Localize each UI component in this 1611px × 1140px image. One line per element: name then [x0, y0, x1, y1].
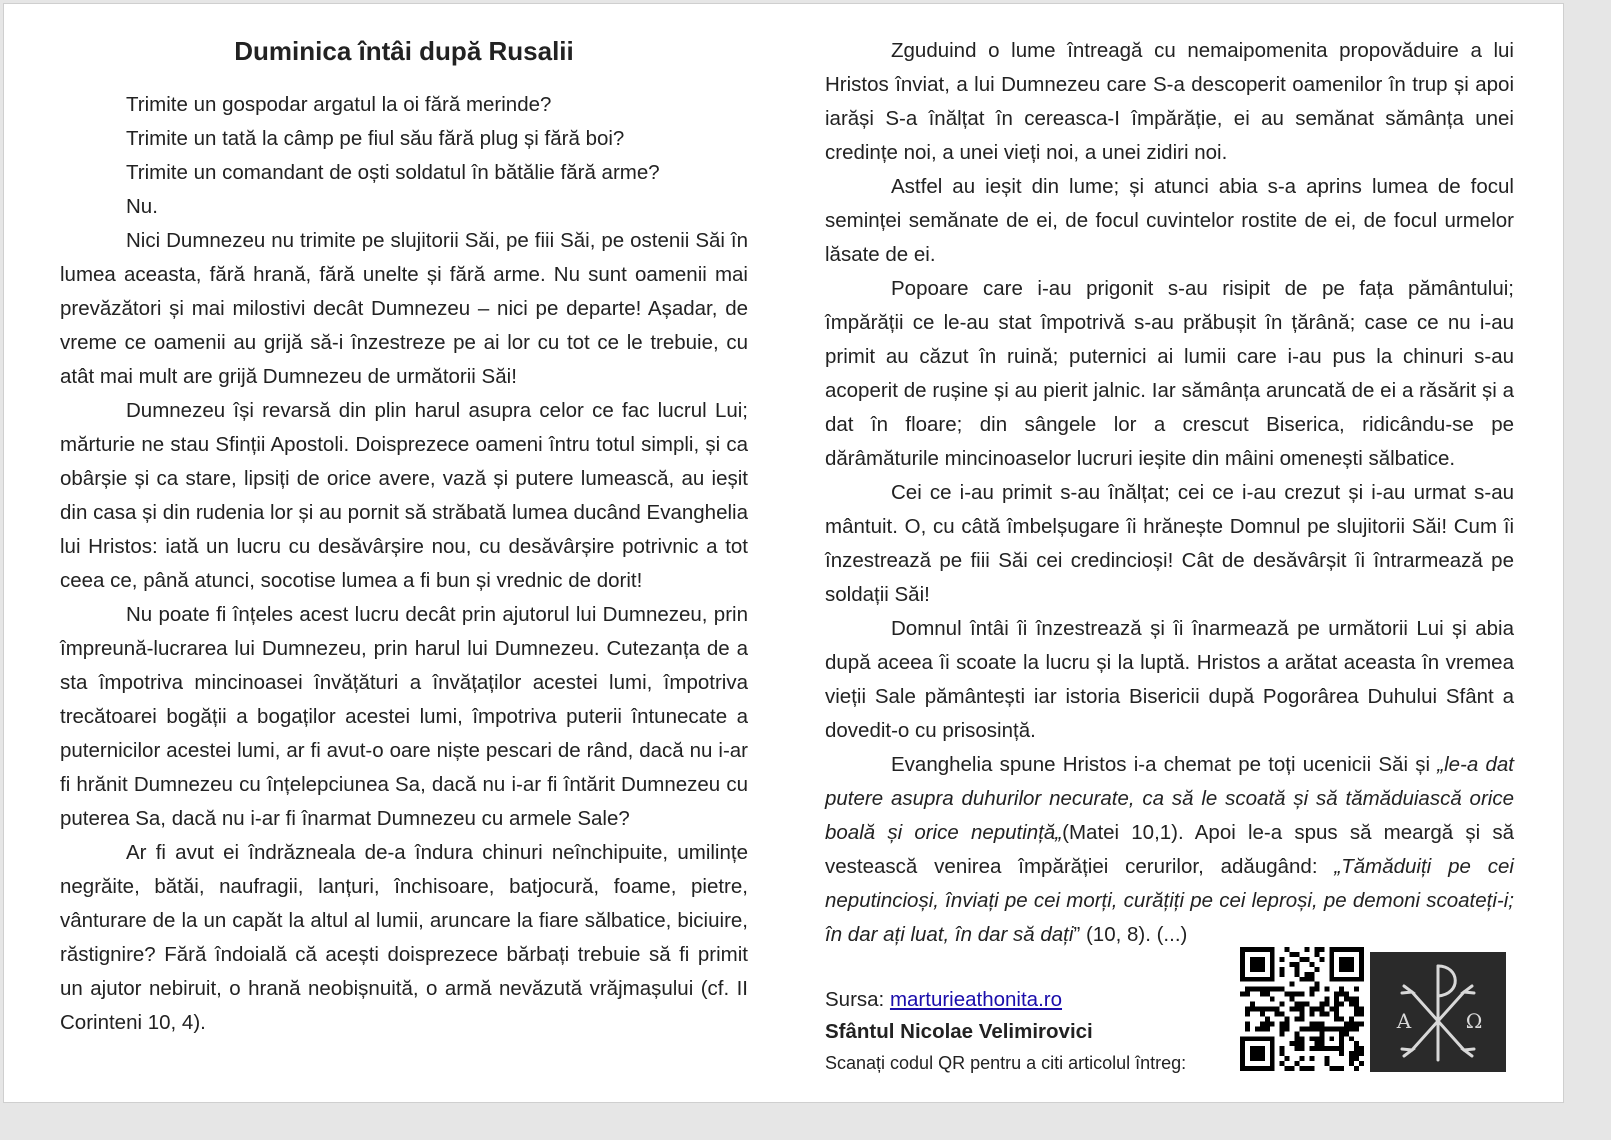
- question-line: Trimite un comandant de oști soldatul în bătălie fără arme?: [126, 161, 660, 184]
- paragraph-end: ” (10, 8). (...): [1073, 923, 1188, 946]
- source-block: [825, 984, 1186, 1078]
- omega-glyph: Ω: [1465, 1009, 1483, 1033]
- qr-code-icon: [1240, 947, 1364, 1071]
- author-name: Sfântul Nicolae Velimirovici: [825, 1020, 1093, 1043]
- chi-rho-logo: [1370, 952, 1506, 1072]
- paragraph: Nu poate fi înțeles acest lucru decât prin ajutorul lui Dumnezeu, prin împreună-lucrarea lui Dumnezeu, prin harul lui Dumnezeu. Cutezanța de a sta împotriva mincinoasei învățături a învățaților acestei lumi, împotriva trecătoarei bogății a bogaților acestei lumi, împotriva puterii întunecate a puternicilor acestei lumi, ar fi avut-o oare niște pescari de rând, dacă nu i-ar fi hrănit Dumnezeu cu înțelepciunea Sa, dacă nu i-ar fi întărit Dumnezeu cu puterea Sa, dacă nu i-ar fi înarmat Dumnezeu cu armele Sale?: [60, 603, 748, 830]
- source-link[interactable]: marturieathonita.ro: [889, 988, 1063, 1011]
- alpha-glyph: Α: [1396, 1009, 1412, 1033]
- paragraph: Dumnezeu își revarsă din plin harul asupra celor ce fac lucrul Lui; mărturie ne stau Sfinții Apostoli. Doisprezece oameni întru totul simpli, și ca obârșie și ca stare, lipsiți de orice avere, vază și putere lumească, au ieșit din casa și din rudenia lor și au pornit să străbată lumea ducând Evanghelia lui Hristos: iată un lucru cu desăvârșire nou, cu desăvârșire potrivnic a tot ceea ce, până atunci, socotise lumea a fi bun și vrednic de dorit!: [60, 399, 748, 592]
- scan-instruction: Scanați codul QR pentru a citi articolul întreg:: [825, 1053, 1187, 1073]
- quote-matei-10-1: „le-a dat putere asupra duhurilor necurate, ca să le scoată și să tămăduiască orice boală și orice neputință„: [825, 753, 1514, 844]
- paragraph: Nici Dumnezeu nu trimite pe slujitorii Săi, pe fiii Săi, pe ostenii Săi în lumea aceasta, fără hrană, fără unelte și fără arme. Nu sunt oamenii mai prevăzători și mai milostivi decât Dumnezeu – nici pe departe! Așadar, de vreme ce oamenii au grijă să-i înzestreze pe ai lor cu tot ce le trebuie, cu atât mai mult are grijă Dumnezeu de următorii Săi!: [60, 229, 748, 388]
- left-column: [60, 34, 748, 1040]
- page-title: Duminica întâi după Rusalii: [234, 36, 574, 66]
- qr-code[interactable]: [1240, 947, 1364, 1071]
- question-line: Trimite un gospodar argatul la oi fără merinde?: [126, 93, 552, 116]
- paragraph-with-quotes: [825, 748, 1514, 952]
- paragraph-intro: Evanghelia spune Hristos i-a chemat pe toți ucenicii Săi și: [891, 753, 1438, 776]
- source-label: Sursa:: [825, 988, 890, 1011]
- paragraph: Domnul întâi îi înzestrează și îi înarmează pe următorii Lui și abia după aceea îi scoate la lucru și la luptă. Hristos a arătat aceasta în vremea vieții Sale pământești iar istoria Bisericii după Pogorârea Duhului Sfânt a dovedit-o cu prisosință.: [825, 617, 1514, 742]
- chi-rho-icon: [1370, 952, 1506, 1072]
- source-line: [825, 984, 1186, 1016]
- question-line: Trimite un tată la câmp pe fiul său fără plug și fără boi?: [126, 127, 625, 150]
- paragraph: Astfel au ieșit din lume; și atunci abia s-a aprins lumea de focul seminței semănate de ei, de focul cuvintelor rostite de ei, de focul urmelor lăsate de ei.: [825, 175, 1514, 266]
- page: [3, 3, 1564, 1103]
- right-column: [825, 34, 1514, 952]
- quote-matei-10-8: „Tămăduiți pe cei neputincioși, înviați pe cei morți, curățiți pe cei leproși, pe demoni scoateți-i; în dar ați luat, în dar să dați: [825, 855, 1514, 946]
- paragraph: Cei ce i-au primit s-au înălțat; cei ce i-au crezut și i-au urmat s-au mântuit. O, cu câtă îmbelșugare îi hrănește Domnul pe slujitorii Săi! Cum îi înzestrează pe fiii Săi cei credincioși! Cât de desăvârșit îi întrarmează pe soldații Săi!: [825, 481, 1514, 606]
- paragraph: Zguduind o lume întreagă cu nemaipomenita propovăduire a lui Hristos înviat, a lui Dumnezeu care S-a descoperit oamenilor în trup și apoi iarăși S-a înălțat în cereasca-I împărăție, ei au semănat sămânța unei credințe noi, a unei vieți noi, a unei zidiri noi.: [825, 39, 1514, 164]
- paragraph-middle: (Matei 10,1). Apoi le-a spus să meargă și să vestească venirea împărăției cerurilor, adăugând:: [825, 821, 1514, 878]
- paragraph: Popoare care i-au prigonit s-au risipit de pe fața pământului; împărății ce le-au stat împotrivă s-au prăbușit în țărână; case ce nu i-au primit au căzut în ruină; puternici ai lumii care i-au pus la chinuri s-au acoperit de rușine și au pierit jalnic. Iar sămânța aruncată de ei a răsărit și a dat în floare; din sângele lor a crescut Biserica, ridicându-se pe dărâmăturile mincinoaselor lucruri ieșite din mâini omenești sălbatice.: [825, 277, 1514, 470]
- answer-line: Nu.: [126, 195, 158, 218]
- paragraph: Ar fi avut ei îndrăzneala de-a îndura chinuri neînchipuite, umilințe negrăite, bătăi, naufragii, lanțuri, închisoare, batjocură, foame, pietre, vânturare de la un capăt la altul al lumii, aruncare la fiare sălbatice, biciuire, răstignire? Fără îndoială că acești doisprezece bărbați trebuie să fi primit un ajutor nebiruit, o hrană neobișnuită, o armă nevăzută vrăjmașului (cf. II Corinteni 10, 4).: [60, 841, 748, 1034]
